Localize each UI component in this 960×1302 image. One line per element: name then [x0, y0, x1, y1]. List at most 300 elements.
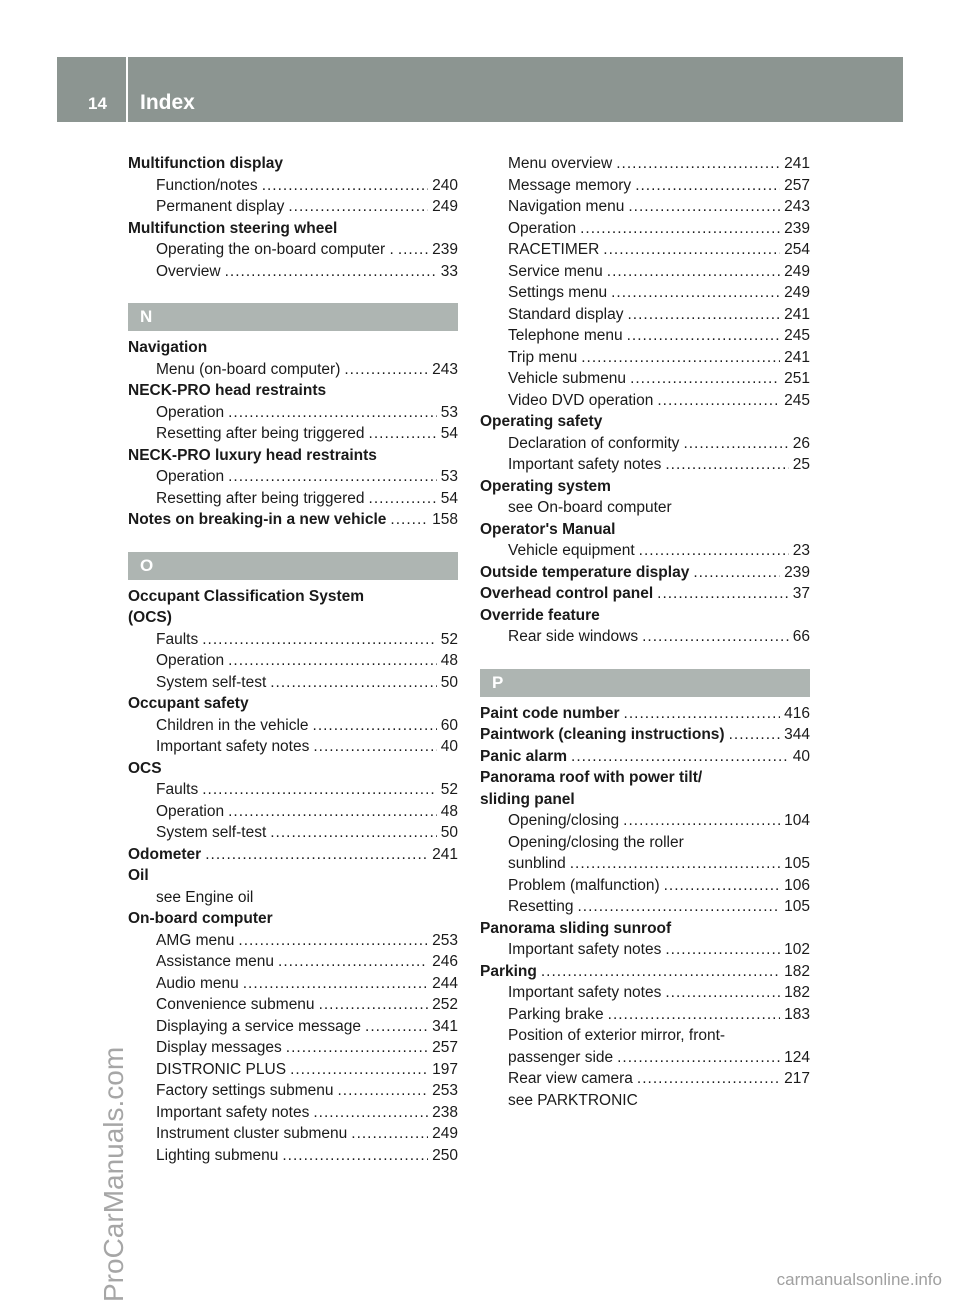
- entry-term: Navigation: [128, 339, 208, 356]
- dot-leader: [665, 939, 780, 961]
- dot-leader: [628, 196, 780, 218]
- entry-term: Faults: [156, 781, 199, 798]
- dot-leader: [657, 583, 789, 605]
- index-subentry: [480, 368, 810, 390]
- letter-section-header: O: [128, 552, 458, 580]
- index-entry: [480, 703, 810, 725]
- index-subentry: [480, 454, 810, 476]
- index-subentry: [128, 930, 458, 952]
- dot-leader: [608, 1004, 780, 1026]
- page-reference: 60: [440, 716, 458, 734]
- dot-leader: [611, 282, 780, 304]
- index-entry: [128, 865, 458, 887]
- page-reference: 40: [440, 738, 458, 755]
- page-reference: 257: [784, 176, 810, 194]
- page-reference: 239: [784, 563, 810, 581]
- entry-term: RACETIMER: [508, 241, 600, 258]
- entry-term: Opening/closing the roller: [508, 833, 684, 851]
- index-subentry: [480, 239, 810, 261]
- entry-term: Occupant Classification System: [128, 587, 365, 605]
- index-subentry: [480, 433, 810, 455]
- index-subentry: [128, 1102, 458, 1124]
- entry-term: Vehicle submenu: [508, 370, 627, 387]
- dot-leader: [205, 844, 428, 866]
- index-subentry: [480, 1047, 810, 1069]
- entry-term: Operation: [156, 468, 225, 485]
- index-subentry: [128, 801, 458, 823]
- dot-leader: [270, 822, 437, 844]
- index-subentry: [480, 325, 810, 347]
- entry-term: Convenience submenu: [156, 996, 315, 1013]
- index-subentry: [128, 736, 458, 758]
- entry-term: Telephone menu: [508, 327, 623, 344]
- dot-leader: [288, 196, 428, 218]
- index-subentry: [128, 650, 458, 672]
- index-entry: [480, 583, 810, 605]
- entry-term: Factory settings submenu: [156, 1082, 334, 1099]
- dot-leader: [243, 973, 428, 995]
- index-entry: [480, 724, 810, 746]
- entry-term: Operation: [156, 802, 225, 820]
- index-subentry: [480, 832, 810, 854]
- page-reference: 53: [440, 468, 458, 485]
- index-subentry: [480, 853, 810, 875]
- dot-leader: [365, 1016, 428, 1038]
- page-reference: 239: [784, 219, 810, 237]
- entry-term: Lighting submenu: [156, 1146, 279, 1164]
- index-subentry: [480, 810, 810, 832]
- entry-term: Position of exterior mirror, front-: [508, 1027, 726, 1044]
- dot-leader: [624, 703, 781, 725]
- entry-term: Important safety notes: [508, 456, 662, 473]
- entry-term: Menu (on-board computer): [156, 360, 341, 378]
- page-reference: 217: [784, 1070, 810, 1087]
- entry-term: Paint code number: [480, 704, 620, 722]
- dot-leader: [337, 1080, 428, 1102]
- page-reference: 257: [432, 1039, 458, 1056]
- entry-term: Rear side windows: [508, 628, 639, 645]
- index-subentry: [128, 239, 458, 261]
- entry-term: Opening/closing: [508, 812, 620, 829]
- entry-term: Panic alarm: [480, 747, 568, 765]
- page-reference: 183: [784, 1005, 810, 1023]
- dot-leader: [581, 347, 780, 369]
- page-reference: 66: [792, 628, 810, 645]
- entry-term: DISTRONIC PLUS: [156, 1060, 287, 1078]
- entry-term: Operation: [156, 403, 225, 421]
- watermark-side: ProCarManuals.com: [98, 1046, 129, 1302]
- dot-leader: [344, 359, 428, 381]
- index-subentry: [480, 153, 810, 175]
- entry-term: see PARKTRONIC: [508, 1091, 638, 1109]
- dot-leader: [202, 779, 437, 801]
- index-entry: [480, 411, 810, 433]
- index-subentry: [128, 1145, 458, 1167]
- entry-term: Instrument cluster submenu: [156, 1125, 348, 1142]
- page-reference: 50: [440, 824, 458, 841]
- dot-leader: [319, 994, 429, 1016]
- dot-leader: [228, 801, 437, 823]
- page-reference: 54: [440, 489, 458, 507]
- entry-term: sunblind: [508, 855, 566, 872]
- entry-term: Important safety notes: [508, 984, 662, 1001]
- index-subentry: [128, 994, 458, 1016]
- index-subentry: [480, 390, 810, 412]
- page-reference: 48: [440, 652, 458, 669]
- page-reference: 250: [432, 1146, 458, 1164]
- section-title: Index: [140, 91, 195, 114]
- dot-leader: [630, 368, 780, 390]
- entry-term: Multifunction steering wheel: [128, 219, 338, 237]
- index-subentry: [480, 1090, 810, 1112]
- page-reference: 33: [440, 262, 458, 280]
- index-subentry: [128, 1059, 458, 1081]
- entry-term: Settings menu: [508, 284, 608, 301]
- index-entry: [128, 693, 458, 715]
- dot-leader: [577, 896, 780, 918]
- index-subentry: [480, 218, 810, 240]
- dot-leader: [729, 724, 781, 746]
- entry-term: System self-test: [156, 824, 267, 841]
- dot-leader: [225, 261, 437, 283]
- dot-leader: [202, 629, 437, 651]
- page-reference: 124: [784, 1048, 810, 1066]
- dot-leader: [665, 982, 780, 1004]
- page-reference: 182: [784, 962, 810, 980]
- entry-term: Problem (malfunction): [508, 876, 660, 894]
- page-reference: 54: [440, 425, 458, 442]
- index-subentry: [128, 887, 458, 909]
- page-reference: 253: [432, 1082, 458, 1099]
- index-entry: [128, 380, 458, 402]
- entry-term: Operating system: [480, 477, 611, 495]
- index-entry: [128, 153, 458, 175]
- entry-term: Resetting after being triggered: [156, 425, 365, 442]
- dot-leader: [278, 951, 428, 973]
- entry-term: Rear view camera: [508, 1070, 633, 1087]
- dot-leader: [639, 540, 789, 562]
- entry-term: Paintwork (cleaning instructions): [480, 726, 725, 743]
- page-reference: 40: [792, 747, 810, 765]
- entry-term: Audio menu: [156, 974, 239, 992]
- index-subentry: [480, 175, 810, 197]
- page-reference: 249: [784, 284, 810, 301]
- letter-section-header: P: [480, 669, 810, 697]
- entry-term: Parking: [480, 962, 537, 980]
- index-entry: [480, 519, 810, 541]
- entry-term: Declaration of conformity: [508, 434, 680, 452]
- entry-term: Important safety notes: [156, 1103, 310, 1121]
- index-entry: [128, 509, 458, 531]
- index-subentry: [480, 347, 810, 369]
- index-subentry: [128, 1016, 458, 1038]
- dot-leader: [657, 390, 780, 412]
- entry-term: Oil: [128, 867, 149, 884]
- page-reference: 239: [432, 241, 458, 258]
- page-reference: 197: [432, 1060, 458, 1078]
- entry-term: Operation: [508, 219, 577, 237]
- dot-leader: [313, 1102, 428, 1124]
- dot-leader: [693, 562, 780, 584]
- page-reference: 241: [784, 348, 810, 366]
- dot-leader: [313, 736, 436, 758]
- entry-term: AMG menu: [156, 931, 235, 949]
- page-reference: 243: [432, 360, 458, 378]
- entry-term: Children in the vehicle: [156, 716, 309, 734]
- page-reference: 249: [784, 262, 810, 280]
- index-entry: [480, 562, 810, 584]
- entry-term: Odometer: [128, 845, 202, 863]
- entry-term: Panorama sliding sunroof: [480, 919, 672, 937]
- index-subentry: [480, 1068, 810, 1090]
- dot-leader: [282, 1145, 428, 1167]
- index-subentry: [128, 196, 458, 218]
- page-reference: 245: [784, 327, 810, 344]
- index-entry: [480, 789, 810, 811]
- index-entry: [128, 908, 458, 930]
- page-reference: 251: [784, 370, 810, 387]
- index-entry: [128, 586, 458, 608]
- index-entry: [128, 218, 458, 240]
- page-reference: 158: [432, 511, 458, 528]
- index-subentry: [480, 939, 810, 961]
- index-subentry: [480, 626, 810, 648]
- entry-term: passenger side: [508, 1048, 614, 1066]
- entry-term: Occupant safety: [128, 695, 249, 712]
- entry-term: Operator's Manual: [480, 520, 616, 538]
- index-entry: [128, 607, 458, 629]
- index-subentry: [128, 359, 458, 381]
- dot-leader: [616, 153, 780, 175]
- entry-term: Override feature: [480, 606, 600, 624]
- index-subentry: [128, 779, 458, 801]
- page-reference: 240: [432, 176, 458, 194]
- entry-term: Overview: [156, 262, 221, 280]
- dot-leader: [369, 488, 437, 510]
- entry-term: Function/notes: [156, 176, 258, 194]
- page-reference: 25: [792, 456, 810, 473]
- page-reference: 341: [432, 1017, 458, 1035]
- dot-leader: [238, 930, 428, 952]
- dot-leader: [627, 304, 780, 326]
- page-reference: 344: [784, 726, 810, 743]
- index-entry: [480, 605, 810, 627]
- page-reference: 244: [432, 974, 458, 992]
- index-subentry: [128, 423, 458, 445]
- dot-leader: [571, 746, 789, 768]
- page-reference: 252: [432, 996, 458, 1013]
- index-column-left: [128, 153, 458, 1166]
- page-reference: 37: [792, 585, 810, 602]
- dot-leader: [637, 1068, 780, 1090]
- entry-term: Important safety notes: [156, 738, 310, 755]
- index-entry: [128, 445, 458, 467]
- index-subentry: [480, 282, 810, 304]
- index-subentry: [128, 261, 458, 283]
- dot-leader: [617, 1047, 780, 1069]
- entry-term: Multifunction display: [128, 155, 283, 172]
- entry-term: Display messages: [156, 1039, 282, 1056]
- dot-leader: [627, 325, 781, 347]
- entry-term: NECK-PRO head restraints: [128, 382, 327, 399]
- page-reference: 241: [784, 305, 810, 323]
- index-subentry: [128, 175, 458, 197]
- index-subentry: [480, 497, 810, 519]
- header-divider: [126, 57, 128, 122]
- index-subentry: [480, 896, 810, 918]
- dot-leader: [290, 1059, 428, 1081]
- dot-leader: [642, 626, 789, 648]
- index-entry: [480, 767, 810, 789]
- dot-leader: [262, 175, 428, 197]
- index-subentry: [128, 466, 458, 488]
- page-number: 14: [88, 94, 107, 113]
- entry-term: Resetting after being triggered: [156, 489, 365, 507]
- dot-leader: [683, 433, 788, 455]
- index-entry: [480, 746, 810, 768]
- dot-leader: [603, 239, 780, 261]
- dot-leader: [286, 1037, 428, 1059]
- entry-term: Parking brake: [508, 1005, 604, 1023]
- page-reference: 23: [792, 542, 810, 559]
- entry-term: Message memory: [508, 176, 632, 194]
- index-subentry: [128, 973, 458, 995]
- letter-section-header: N: [128, 303, 458, 331]
- entry-term: Service menu: [508, 262, 603, 280]
- dot-leader: [665, 454, 788, 476]
- entry-term: Vehicle equipment: [508, 542, 635, 559]
- page-reference: 254: [784, 241, 810, 258]
- index-subentry: [128, 672, 458, 694]
- index-subentry: [128, 1080, 458, 1102]
- entry-term: Outside temperature display: [480, 563, 690, 581]
- index-entry: [480, 918, 810, 940]
- dot-leader: [635, 175, 780, 197]
- index-entry: [128, 337, 458, 359]
- dot-leader: [580, 218, 780, 240]
- index-subentry: [128, 488, 458, 510]
- entry-term: Faults: [156, 630, 199, 648]
- dot-leader: [369, 423, 437, 445]
- index-subentry: [480, 304, 810, 326]
- page-reference: 105: [784, 898, 810, 915]
- page-reference: 52: [440, 781, 458, 798]
- entry-term: see Engine oil: [156, 888, 254, 906]
- dot-leader: [398, 239, 428, 261]
- entry-term: Trip menu: [508, 348, 578, 366]
- dot-leader: [570, 853, 780, 875]
- index-subentry: [480, 196, 810, 218]
- dot-leader: [313, 715, 437, 737]
- entry-term: Panorama roof with power tilt/: [480, 769, 703, 786]
- page-reference: 106: [784, 876, 810, 894]
- entry-term: NECK-PRO luxury head restraints: [128, 446, 377, 464]
- entry-term: Standard display: [508, 305, 624, 323]
- page-reference: 48: [440, 802, 458, 820]
- index-entry: [128, 758, 458, 780]
- page-reference: 246: [432, 953, 458, 970]
- index-subentry: [480, 261, 810, 283]
- entry-term: Displaying a service message: [156, 1017, 362, 1035]
- entry-term: Important safety notes: [508, 941, 662, 958]
- page-reference: 26: [792, 434, 810, 452]
- page-reference: 416: [784, 704, 810, 722]
- entry-term: Video DVD operation: [508, 391, 654, 409]
- index-subentry: [128, 822, 458, 844]
- page-reference: 52: [440, 630, 458, 648]
- dot-leader: [351, 1123, 428, 1145]
- page-reference: 105: [784, 855, 810, 872]
- index-subentry: [480, 1025, 810, 1047]
- entry-term: (OCS): [128, 609, 172, 626]
- entry-term: see On-board computer: [508, 499, 672, 516]
- page-reference: 241: [432, 845, 458, 863]
- index-subentry: [128, 402, 458, 424]
- page-reference: 102: [784, 941, 810, 958]
- index-subentry: [480, 1004, 810, 1026]
- entry-term: Operating safety: [480, 413, 603, 430]
- dot-leader: [607, 261, 780, 283]
- index-entry: [480, 476, 810, 498]
- entry-term: Notes on breaking-in a new vehicle: [128, 511, 387, 528]
- dot-leader: [228, 466, 437, 488]
- dot-leader: [664, 875, 781, 897]
- dot-leader: [270, 672, 437, 694]
- index-entry: [128, 844, 458, 866]
- dot-leader: [390, 509, 428, 531]
- entry-term: Operating the on-board computer .: [156, 241, 394, 258]
- index-subentry: [128, 715, 458, 737]
- entry-term: Operation: [156, 652, 225, 669]
- entry-term: System self-test: [156, 673, 267, 691]
- watermark-bottom: carmanualsonline.info: [776, 1270, 942, 1289]
- index-subentry: [128, 1037, 458, 1059]
- page-reference: 241: [784, 155, 810, 172]
- index-subentry: [128, 629, 458, 651]
- page-reference: 238: [432, 1103, 458, 1121]
- entry-term: Navigation menu: [508, 198, 625, 215]
- index-subentry: [480, 540, 810, 562]
- entry-term: Menu overview: [508, 155, 613, 172]
- dot-leader: [623, 810, 780, 832]
- page-reference: 50: [440, 673, 458, 691]
- index-subentry: [128, 1123, 458, 1145]
- page-reference: 249: [432, 1125, 458, 1142]
- page-reference: 104: [784, 812, 810, 829]
- entry-term: sliding panel: [480, 790, 575, 808]
- page-reference: 53: [440, 403, 458, 421]
- dot-leader: [541, 961, 780, 983]
- entry-term: Permanent display: [156, 198, 285, 215]
- index-entry: [480, 961, 810, 983]
- entry-term: Assistance menu: [156, 953, 275, 970]
- page-reference: 182: [784, 984, 810, 1001]
- index-column-right: [480, 153, 810, 1111]
- index-subentry: [480, 982, 810, 1004]
- page-reference: 253: [432, 931, 458, 949]
- page-reference: 249: [432, 198, 458, 215]
- index-subentry: [480, 875, 810, 897]
- entry-term: On-board computer: [128, 910, 273, 927]
- index-subentry: [128, 951, 458, 973]
- page-reference: 245: [784, 391, 810, 409]
- dot-leader: [228, 402, 437, 424]
- entry-term: Resetting: [508, 898, 574, 915]
- entry-term: Overhead control panel: [480, 585, 654, 602]
- entry-term: OCS: [128, 759, 162, 777]
- page-reference: 243: [784, 198, 810, 215]
- dot-leader: [228, 650, 437, 672]
